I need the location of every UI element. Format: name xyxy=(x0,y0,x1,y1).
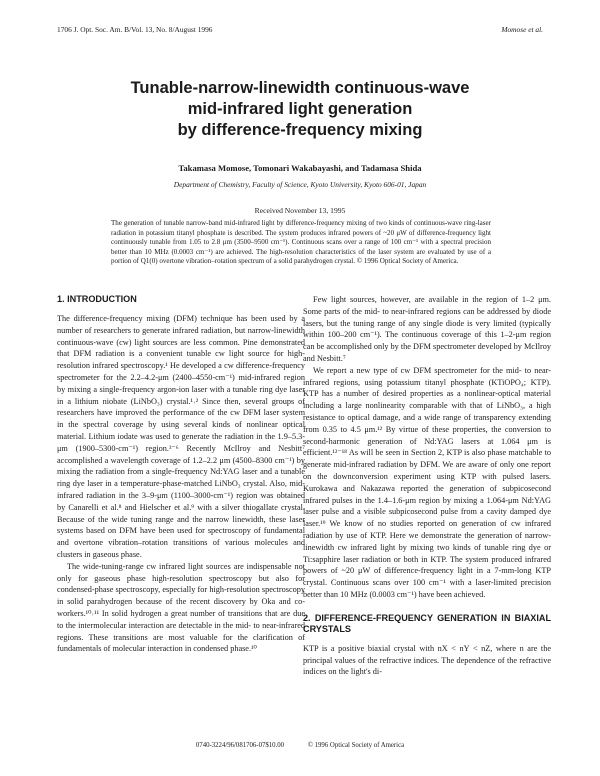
title-line: Tunable-narrow-linewidth continuous-wave xyxy=(130,79,470,97)
section-heading: 2. DIFFERENCE-FREQUENCY GENERATION IN BIAXIAL CRYSTALS xyxy=(303,612,551,634)
right-column xyxy=(303,294,551,678)
footer-copyright: © 1996 Optical Society of America xyxy=(307,742,405,749)
running-header-left: 1706 J. Opt. Soc. Am. B/Vol. 13, No. 8/August 1996 xyxy=(57,25,213,34)
received-date: Received November 13, 1995 xyxy=(254,206,346,215)
author-list: Takamasa Momose, Tomonari Wakabayashi, and Tadamasa Shida xyxy=(178,163,422,173)
title-line: by difference-frequency mixing xyxy=(177,121,423,139)
affiliation: Department of Chemistry, Faculty of Science, Kyoto University, Kyoto 606-01, Japan xyxy=(173,180,427,189)
section-heading: 1. INTRODUCTION xyxy=(57,294,137,304)
left-column xyxy=(57,294,305,655)
footer-code: 0740-3224/96/081706-07$10.00 xyxy=(195,742,285,749)
paragraph: The wide-tuning-range cw infrared light sources are indispensable not only for gaseous phase high-resolution spectroscopy but also for condensed-phase spectroscopy, especially for high-resolution spectroscopy in solid parahydrogen because of the recent discovery by Oka and co-workers.¹⁰˒¹¹ In solid hydrogen a great number of transitions that are due to the intermolecular interaction are detectable in the mid- to near-infrared regions. These transitions are most valuable for the clarification of fundamentals of molecular interaction in condensed phase.¹⁰ xyxy=(57,561,305,654)
title-line: mid-infrared light generation xyxy=(187,100,413,118)
paragraph: We report a new type of cw DFM spectrometer for the mid- to near-infrared regions, using potassium titanyl phosphate (KTiOPO₄; KTP). KTP has a number of desired properties as a nonlinear-optical material including a large nonlinearity comparable with that of LiNbO₃, a high resistance to optical damage, and a wide range of transparency extending from 0.35 to 4.5 μm.¹² By virtue of these properties, the conversion to second-harmonic generation of Nd:YAG lasers at 1.064 μm is efficient.¹²⁻¹⁸ As will be seen in Section 2, KTP is also phase matchable to generate mid-infrared radiation by DFM. We are aware of only one report on the downconversion experiment using KTP with pulsed lasers. Kurokawa and Nakazawa reported the generation of subpicosecond infrared pulses in the 1.4–1.6-μm region by mixing a 1.064-μm Nd:YAG laser pulse and a visible subpicosecond pulse from a cavity damped dye laser.¹⁹ We know of no studies reported on generation of cw infrared radiation by use of KTP. Here we demonstrate the generation of narrow-linewidth cw infrared light by mixing two kinds of tunable ring dye or Ti:sapphire laser radiation or both in KTP. The system produced infrared powers of ~20 μW of difference-frequency light in a 7-mm-long KTP crystal. Continuous scans over 100 cm⁻¹ with a laser-limited precision better than 10 MHz (0.0003 cm⁻¹) have been achieved. xyxy=(303,365,551,599)
abstract: The generation of tunable narrow-band mid-infrared light by difference-frequency mixing of two kinds of continuous-wave ring-laser radiation in potassium titanyl phosphate is described. The system produces infrared powers of ~20 μW of difference-frequency light continuously tunable from 1.05 to 2.8 μm (3500–9500 cm⁻¹). Continuous scans over a range of 100 cm⁻¹ with a spectral precision better than 10 MHz (0.0003 cm⁻¹) are achieved. The high-resolution characteristics of the laser system are evaluated by use of a portion of Q1(0) overtone vibration–rotation spectrum of a solid parahydrogen crystal. © 1996 Optical Society of America. xyxy=(111,219,491,265)
running-header-right: Momose et al. xyxy=(501,25,543,34)
paragraph: Few light sources, however, are available in the region of 1–2 μm. Some parts of the mid- to near-infrared regions can be addressed by diode lasers, but the tuning range of any single diode is very limited (typically within 100–200 cm⁻¹). The continuous coverage of this 1–2-μm region can be accomplished only by the DFM spectrometer developed by McIlroy and Nesbitt.⁷ xyxy=(303,295,551,363)
paragraph: The difference-frequency mixing (DFM) technique has been used by a number of researchers to generate infrared radiation, but narrow-linewidth continuous-wave (cw) light sources are less common. Pine demonstrated that DFM radiation is a convenient tunable cw light source for high-resolution infrared spectroscopy.¹ He developed a cw difference-frequency spectrometer for the 2.2–4.2-μm (2400–4550-cm⁻¹) mid-infrared region by mixing a single-frequency argon-ion laser with a tunable ring dye laser in a lithium niobate (LiNbO₃) crystal.¹˒² Since then, several groups of researchers have improved the performance of the cw DFM laser system in the spectral coverage by using several kinds of nonlinear optical material. Lithium iodate was used to generate the radiation in the 1.9–5.3-μm (1900–5300-cm⁻¹) region.³⁻⁶ Recently McIlroy and Nesbitt⁷ accomplished a wavelength coverage of 1.2–2.2 μm (4500–8300 cm⁻¹) by mixing the radiation from a single-frequency Nd:YAG laser and a tunable ring dye laser in a temperature-phase-matched LiNbO₃ crystal. Also, mid-infrared radiation in the 3–9-μm (1100–3000-cm⁻¹) region was obtained by Canarelli et al.⁸ and Hielscher et al.⁹ with a silver thiogallate crystal. Because of the wide tuning range and the narrow linewidth, these laser systems based on DFM have been used for spectroscopy of fundamental and overtone vibration–rotation transitions of various molecules and clusters in gaseous phase. xyxy=(57,314,305,559)
paper-title xyxy=(0,78,600,141)
page-footer xyxy=(0,742,600,749)
paragraph: KTP is a positive biaxial crystal with nX < nY < nZ, where n are the principal values of the refractive indices. The dependence of the refractive indices on the light's di- xyxy=(303,643,551,677)
